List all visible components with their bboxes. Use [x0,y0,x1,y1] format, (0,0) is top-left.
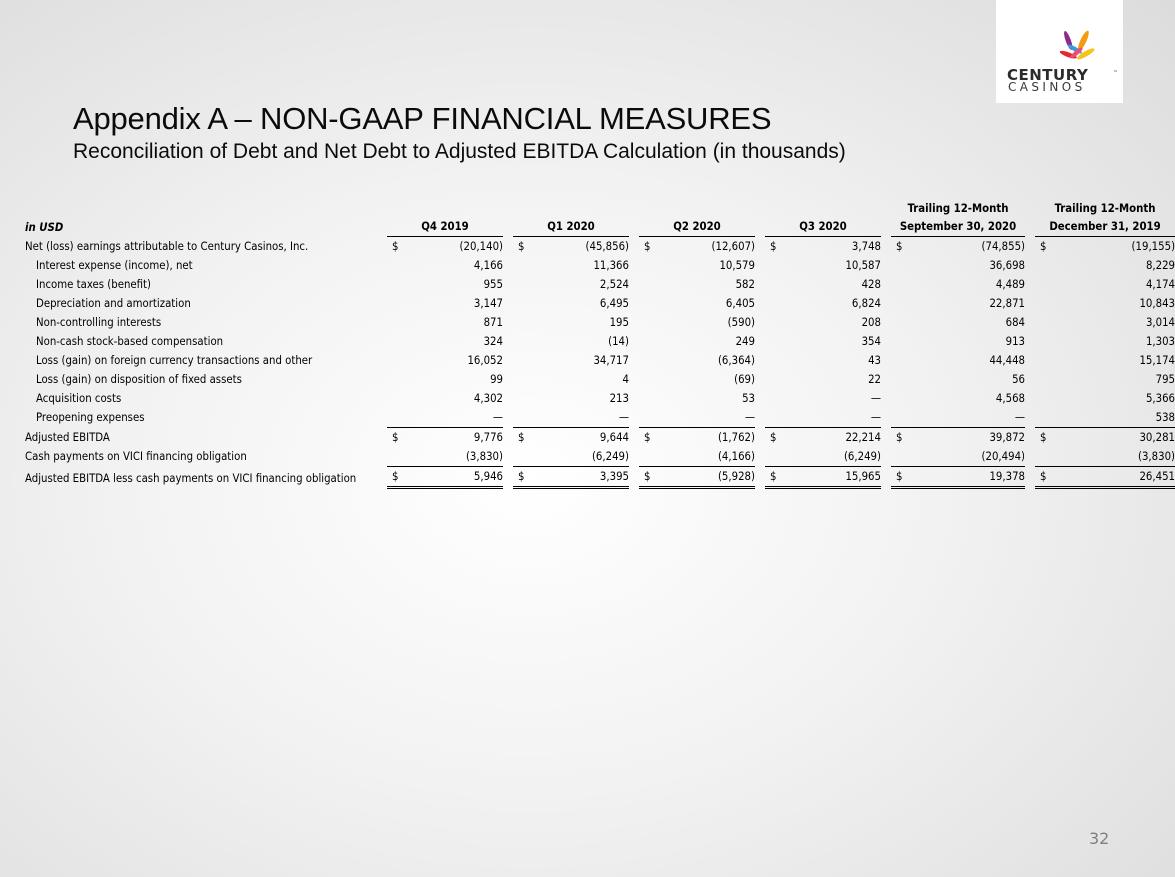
slide-subtitle: Reconciliation of Debt and Net Debt to Adjusted EBITDA Calculation (in thousands) [73,140,846,163]
value-cell: 955 [483,278,503,291]
value-cell: 4,174 [1145,278,1175,291]
row-label: Income taxes (benefit) [36,278,152,291]
table-row [25,294,1175,313]
currency-symbol [891,408,911,428]
value-cell: 871 [483,316,503,329]
value-cell: (3,830) [407,447,503,467]
currency-symbol: $ [765,467,785,488]
value-cell: 213 [609,392,629,405]
value-cell: 4,166 [473,259,503,272]
value-cell: (74,855) [981,240,1026,253]
currency-symbol [513,370,533,389]
currency-symbol [513,256,533,275]
column-header-top: Trailing 12-Month [907,202,1009,215]
column-gap [1025,351,1035,370]
currency-symbol: $ [639,428,659,448]
column-header: September 30, 2020 [891,218,1025,237]
value-cell: 428 [861,278,881,291]
column-gap [629,237,639,257]
currency-symbol [513,389,533,408]
column-gap [881,237,891,257]
column-gap [881,275,891,294]
value-cell: 11,366 [593,259,629,272]
column-gap [629,447,639,467]
value-cell: 6,824 [851,297,881,310]
value-cell: 22,214 [785,428,881,448]
row-label: Acquisition costs [36,392,122,405]
value-cell: 10,579 [719,259,755,272]
table-row [25,447,1175,467]
column-gap [1025,256,1035,275]
currency-symbol [513,313,533,332]
reconciliation-table [25,200,1175,489]
value-cell: 8,229 [1145,259,1175,272]
value-cell: (19,155) [1131,240,1175,253]
currency-symbol [387,275,407,294]
logo-wordmark-casinos: CASINOS [1008,80,1086,94]
logo-trademark: ™ [1113,70,1118,76]
logo-wordmark-century: CENTURY [1007,66,1089,84]
column-gap [1025,237,1035,257]
column-header-top [513,200,629,218]
column-gap [1025,428,1035,448]
value-cell: (14) [608,335,629,348]
column-gap [629,370,639,389]
value-cell: (12,607) [711,240,755,253]
currency-symbol [639,351,659,370]
currency-symbol [1035,294,1055,313]
column-gap [755,332,765,351]
row-label: Interest expense (income), net [36,259,193,272]
column-header-top: Trailing 12-Month [1054,202,1156,215]
currency-symbol [387,447,407,467]
column-gap [1025,294,1035,313]
value-cell: 795 [1155,373,1175,386]
currency-symbol: $ [765,428,785,448]
currency-symbol [387,313,407,332]
currency-symbol [1035,370,1055,389]
currency-symbol: $ [513,428,533,448]
value-cell: 19,378 [911,467,1025,488]
column-gap [755,218,765,237]
page-number: 32 [1089,829,1110,848]
table-row [25,428,1175,448]
currency-symbol [765,408,785,428]
column-gap [503,467,513,488]
column-gap [503,218,513,237]
currency-symbol [891,370,911,389]
currency-symbol [765,332,785,351]
currency-symbol: $ [1035,428,1055,448]
column-gap [1025,313,1035,332]
currency-symbol: $ [1035,467,1055,488]
value-cell: — [870,392,881,405]
column-gap [503,389,513,408]
value-cell: 582 [735,278,755,291]
currency-symbol [513,332,533,351]
column-gap [881,351,891,370]
column-header: Q1 2020 [513,218,629,237]
value-cell: (69) [734,373,755,386]
slide-title: Appendix A – NON-GAAP FINANCIAL MEASURES [73,101,772,136]
column-gap [503,275,513,294]
currency-symbol [639,447,659,467]
column-gap [1025,447,1035,467]
table-row [25,408,1175,428]
currency-symbol: $ [387,428,407,448]
row-label: Loss (gain) on disposition of fixed assets [36,373,242,386]
value-cell: 10,587 [845,259,881,272]
column-gap [629,428,639,448]
column-gap [755,408,765,428]
currency-symbol [1035,389,1055,408]
currency-symbol [765,294,785,313]
column-gap [503,370,513,389]
row-label: Depreciation and amortization [36,297,191,310]
value-cell: 44,448 [989,354,1026,367]
column-gap [629,313,639,332]
table-row [25,389,1175,408]
value-cell: 3,395 [533,467,629,488]
value-cell: (6,364) [717,354,755,367]
header-label: in USD [25,220,64,234]
column-gap [755,428,765,448]
value-cell: — [407,408,503,428]
column-header: Q4 2019 [387,218,503,237]
currency-symbol [765,447,785,467]
row-label: Adjusted EBITDA [25,430,110,444]
value-cell: 3,147 [473,297,503,310]
century-casinos-logo [996,0,1123,103]
currency-symbol [387,294,407,313]
value-cell: 3,014 [1145,316,1175,329]
column-gap [503,351,513,370]
column-gap [755,313,765,332]
value-cell: — [659,408,755,428]
header-spacer [25,200,387,218]
row-label: Non-cash stock-based compensation [36,335,224,348]
currency-symbol [891,294,911,313]
currency-symbol [765,256,785,275]
value-cell: 684 [1005,316,1026,329]
currency-symbol [1035,275,1055,294]
value-cell: 53 [742,392,755,405]
column-gap [629,389,639,408]
value-cell: 6,405 [725,297,755,310]
column-gap [755,256,765,275]
column-gap [881,332,891,351]
value-cell: 249 [735,335,755,348]
column-header-top [387,200,503,218]
value-cell: 56 [1012,373,1026,386]
currency-symbol: $ [770,240,777,253]
value-cell: 195 [609,316,629,329]
column-gap [1025,467,1035,488]
currency-symbol [387,370,407,389]
value-cell: (6,249) [785,447,881,467]
table-row [25,256,1175,275]
column-header: Q2 2020 [639,218,755,237]
column-gap [881,256,891,275]
value-cell: 22 [868,373,881,386]
column-gap [755,294,765,313]
currency-symbol: $ [639,467,659,488]
currency-symbol [1035,447,1055,467]
currency-symbol: $ [513,467,533,488]
column-gap [503,237,513,257]
column-gap [503,332,513,351]
currency-symbol: $ [644,240,651,253]
currency-symbol [1035,256,1055,275]
value-cell: 30,281 [1055,428,1175,448]
row-label: Loss (gain) on foreign currency transactions and other [36,354,313,367]
value-cell: (45,856) [585,240,629,253]
column-gap [503,200,513,218]
value-cell: — [911,408,1025,428]
value-cell: 3,748 [851,240,881,253]
currency-symbol [639,256,659,275]
value-cell: 4,489 [995,278,1026,291]
currency-symbol [891,351,911,370]
column-gap [755,275,765,294]
column-gap [881,370,891,389]
currency-symbol [513,294,533,313]
table-row [25,351,1175,370]
currency-symbol [513,447,533,467]
value-cell: 99 [490,373,503,386]
value-cell: 5,946 [407,467,503,488]
value-cell: 39,872 [911,428,1025,448]
value-cell: (20,494) [911,447,1025,467]
value-cell: 208 [861,316,881,329]
column-gap [503,294,513,313]
value-cell: 10,843 [1139,297,1175,310]
column-gap [503,428,513,448]
column-gap [1025,408,1035,428]
value-cell: 913 [1005,335,1026,348]
column-gap [629,200,639,218]
column-header-top [765,200,881,218]
currency-symbol: $ [387,467,407,488]
value-cell: — [785,408,881,428]
column-gap [629,351,639,370]
currency-symbol: $ [392,240,399,253]
column-gap [755,237,765,257]
currency-symbol [765,370,785,389]
column-gap [881,389,891,408]
column-header: Q3 2020 [765,218,881,237]
column-gap [1025,218,1035,237]
row-label: Adjusted EBITDA less cash payments on VICI financing obligation [25,471,357,485]
currency-symbol [639,275,659,294]
currency-symbol [387,351,407,370]
currency-symbol [639,294,659,313]
row-label: Preopening expenses [36,411,145,425]
column-gap [881,408,891,428]
value-cell: 5,366 [1145,392,1175,405]
value-cell: 354 [861,335,881,348]
column-gap [755,351,765,370]
currency-symbol [891,313,911,332]
column-gap [629,256,639,275]
value-cell: 22,871 [989,297,1026,310]
value-cell: 26,451 [1055,467,1175,488]
column-gap [503,256,513,275]
currency-symbol [765,313,785,332]
column-gap [881,467,891,488]
value-cell: (590) [727,316,755,329]
column-gap [1025,389,1035,408]
column-gap [629,408,639,428]
value-cell: 4,302 [473,392,503,405]
value-cell: 34,717 [593,354,629,367]
value-cell: 36,698 [989,259,1026,272]
value-cell: 15,965 [785,467,881,488]
value-cell: 43 [868,354,881,367]
column-gap [755,467,765,488]
currency-symbol [513,275,533,294]
table-row [25,467,1175,488]
column-gap [881,313,891,332]
currency-symbol [639,332,659,351]
value-cell: 1,303 [1145,335,1175,348]
value-cell: (3,830) [1055,447,1175,467]
table-row [25,275,1175,294]
currency-symbol [1035,351,1055,370]
column-gap [755,447,765,467]
row-label: Non-controlling interests [36,316,162,329]
value-cell: (5,928) [659,467,755,488]
column-gap [881,428,891,448]
currency-symbol [765,275,785,294]
value-cell: (1,762) [659,428,755,448]
currency-symbol [513,408,533,428]
currency-symbol [1035,332,1055,351]
value-cell: 16,052 [467,354,503,367]
column-header: December 31, 2019 [1035,218,1175,237]
table-header [25,200,1175,237]
column-gap [881,200,891,218]
currency-symbol [891,256,911,275]
column-gap [881,294,891,313]
currency-symbol: $ [891,467,911,488]
column-gap [755,200,765,218]
currency-symbol [639,313,659,332]
column-gap [503,447,513,467]
column-gap [1025,275,1035,294]
value-cell: — [533,408,629,428]
currency-symbol [639,389,659,408]
column-header-top [639,200,755,218]
currency-symbol [1035,313,1055,332]
column-gap [629,294,639,313]
value-cell: 538 [1055,408,1175,428]
value-cell: (20,140) [459,240,503,253]
table-body [25,237,1175,488]
column-gap [629,467,639,488]
currency-symbol [891,332,911,351]
currency-symbol: $ [891,428,911,448]
table-row [25,370,1175,389]
column-gap [881,218,891,237]
column-gap [503,408,513,428]
value-cell: 4 [622,373,629,386]
currency-symbol: $ [1040,240,1047,253]
value-cell: 2,524 [599,278,629,291]
column-gap [881,447,891,467]
row-label: Cash payments on VICI financing obligation [25,450,247,464]
row-label: Net (loss) earnings attributable to Century Casinos, Inc. [25,239,309,253]
table-row [25,237,1175,257]
currency-symbol [891,447,911,467]
table-row [25,332,1175,351]
currency-symbol [387,389,407,408]
column-gap [1025,370,1035,389]
logo-burst-icon [1040,28,1102,68]
currency-symbol [891,389,911,408]
value-cell: 9,644 [533,428,629,448]
table-row [25,313,1175,332]
currency-symbol [387,256,407,275]
column-gap [1025,200,1035,218]
value-cell: 4,568 [995,392,1026,405]
value-cell: 324 [483,335,503,348]
currency-symbol [639,370,659,389]
currency-symbol [765,351,785,370]
column-gap [755,389,765,408]
currency-symbol [891,275,911,294]
value-cell: 15,174 [1139,354,1175,367]
currency-symbol [1035,408,1055,428]
currency-symbol [765,389,785,408]
currency-symbol [639,408,659,428]
currency-symbol [387,332,407,351]
value-cell: 6,495 [599,297,629,310]
value-cell: 9,776 [407,428,503,448]
column-gap [503,313,513,332]
column-gap [755,370,765,389]
column-gap [629,332,639,351]
value-cell: (6,249) [533,447,629,467]
column-gap [629,218,639,237]
column-gap [1025,332,1035,351]
column-gap [629,275,639,294]
currency-symbol [387,408,407,428]
currency-symbol: $ [518,240,525,253]
currency-symbol: $ [896,240,903,253]
currency-symbol [513,351,533,370]
value-cell: (4,166) [659,447,755,467]
